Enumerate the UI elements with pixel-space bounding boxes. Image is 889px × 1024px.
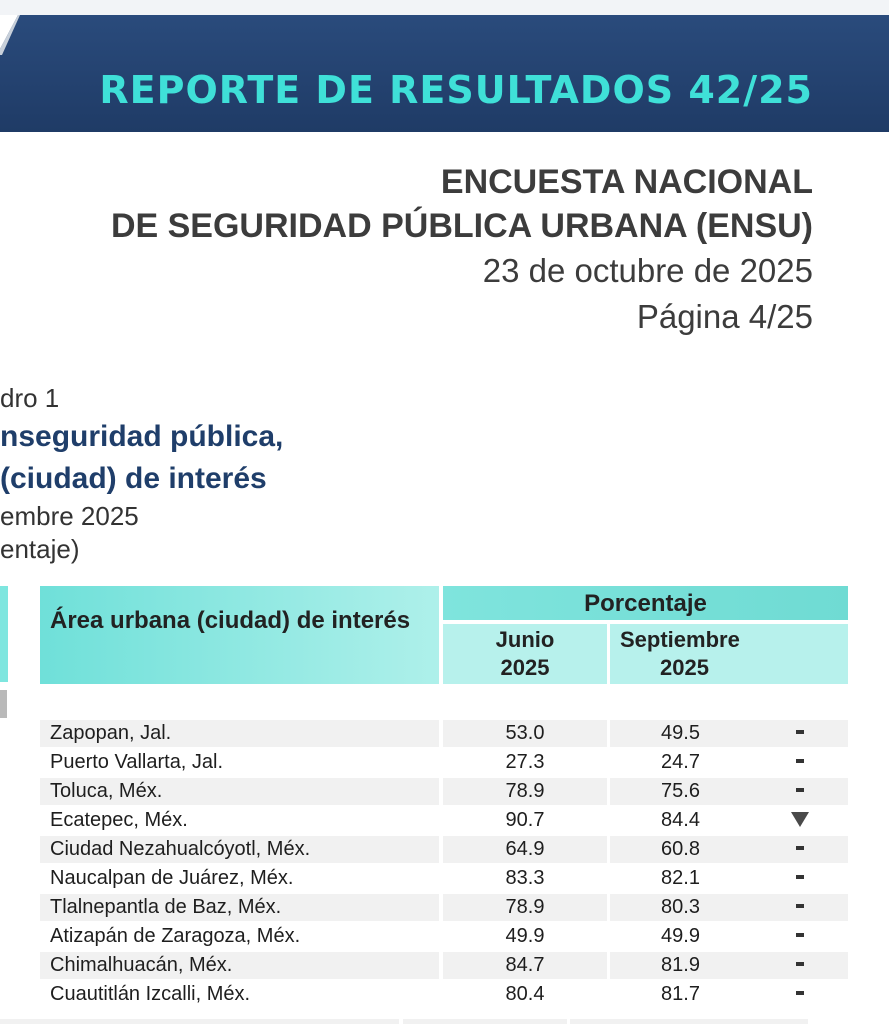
no-change-dash-icon	[796, 933, 804, 937]
table-title-line1: nseguridad pública,	[0, 420, 284, 453]
change-indicator	[751, 981, 848, 1008]
column-header-june	[443, 624, 607, 684]
june-value: 78.9	[443, 894, 607, 921]
table-body	[40, 719, 848, 1009]
table-unit: entaje)	[0, 534, 80, 564]
column-header-area: Área urbana (ciudad) de interés	[40, 586, 439, 684]
june-year: 2025	[500, 655, 550, 680]
survey-heading	[111, 160, 813, 340]
september-value: 75.6	[610, 778, 751, 805]
change-indicator	[751, 778, 848, 805]
table-row	[40, 748, 848, 777]
no-change-dash-icon	[796, 875, 804, 879]
table-label: dro 1	[0, 383, 60, 413]
change-indicator	[751, 952, 848, 979]
change-indicator	[751, 865, 848, 892]
table-row	[40, 719, 848, 748]
june-label: Junio	[495, 627, 555, 652]
partial-row-cell	[0, 1019, 399, 1024]
left-table-edge	[0, 586, 8, 718]
table-row	[40, 893, 848, 922]
table-row	[40, 864, 848, 893]
change-indicator	[751, 720, 848, 747]
june-value: 90.7	[505, 809, 545, 831]
june-value: 80.4	[505, 983, 545, 1005]
table-row	[40, 922, 848, 951]
city-name: Ecatepec, Méx.	[50, 809, 188, 831]
publication-date: 23 de octubre de 2025	[482, 252, 813, 289]
column-group-percentage: Porcentaje	[443, 586, 848, 620]
no-change-dash-icon	[796, 904, 804, 908]
survey-title-line1: ENCUESTA NACIONAL	[440, 163, 813, 201]
city-name: Zapopan, Jal.	[40, 720, 439, 747]
no-change-dash-icon	[796, 991, 804, 995]
september-value: 81.7	[661, 983, 700, 1005]
no-change-dash-icon	[796, 846, 804, 850]
september-value: 80.3	[610, 894, 751, 921]
september-value: 49.9	[661, 925, 700, 947]
city-name: Chimalhuacán, Méx.	[40, 952, 439, 979]
no-change-dash-icon	[796, 759, 804, 763]
banner-title: REPORTE DE RESULTADOS 42/25	[99, 68, 813, 112]
no-change-dash-icon	[796, 962, 804, 966]
city-name: Naucalpan de Juárez, Méx.	[50, 867, 294, 889]
september-value: 84.4	[661, 809, 700, 831]
september-year: 2025	[660, 655, 709, 680]
june-value: 64.9	[443, 836, 607, 863]
left-gray-marker	[0, 690, 7, 718]
change-indicator	[751, 923, 848, 950]
city-name: Ciudad Nezahualcóyotl, Méx.	[40, 836, 439, 863]
table-row	[40, 835, 848, 864]
june-value: 84.7	[443, 952, 607, 979]
column-header-september	[610, 624, 848, 684]
top-strip	[0, 0, 889, 15]
table-row	[40, 777, 848, 806]
table-caption	[0, 380, 420, 566]
city-name: Tlalnepantla de Baz, Méx.	[40, 894, 439, 921]
september-value: 82.1	[661, 867, 700, 889]
september-value: 60.8	[610, 836, 751, 863]
september-value: 81.9	[610, 952, 751, 979]
table-row	[40, 980, 848, 1009]
change-indicator	[751, 894, 848, 921]
city-name: Atizapán de Zaragoza, Méx.	[50, 925, 301, 947]
corner-decoration	[0, 15, 20, 55]
page-number: Página 4/25	[636, 298, 813, 335]
table-title-line2: (ciudad) de interés	[0, 462, 267, 495]
june-value: 83.3	[505, 867, 545, 889]
left-header-edge	[0, 586, 8, 682]
table-row	[40, 806, 848, 835]
table-period: embre 2025	[0, 501, 139, 531]
june-value: 53.0	[443, 720, 607, 747]
decrease-triangle-icon	[791, 812, 809, 827]
september-value: 24.7	[661, 751, 700, 773]
city-name: Toluca, Méx.	[40, 778, 439, 805]
change-indicator	[751, 836, 848, 863]
partial-row-cell	[403, 1019, 567, 1024]
survey-title-line2: DE SEGURIDAD PÚBLICA URBANA (ENSU)	[110, 207, 813, 245]
no-change-dash-icon	[796, 730, 804, 734]
june-value: 49.9	[505, 925, 545, 947]
city-name: Cuautitlán Izcalli, Méx.	[50, 983, 251, 1005]
report-banner	[0, 15, 889, 132]
september-label: Septiembre	[620, 627, 740, 652]
no-change-dash-icon	[796, 788, 804, 792]
table-row	[40, 951, 848, 980]
change-indicator	[751, 807, 848, 834]
september-value: 49.5	[610, 720, 751, 747]
change-indicator	[751, 749, 848, 776]
table-header	[40, 586, 848, 684]
city-name: Puerto Vallarta, Jal.	[50, 751, 224, 773]
partial-row-cell	[570, 1019, 808, 1024]
june-value: 27.3	[505, 751, 545, 773]
june-value: 78.9	[443, 778, 607, 805]
